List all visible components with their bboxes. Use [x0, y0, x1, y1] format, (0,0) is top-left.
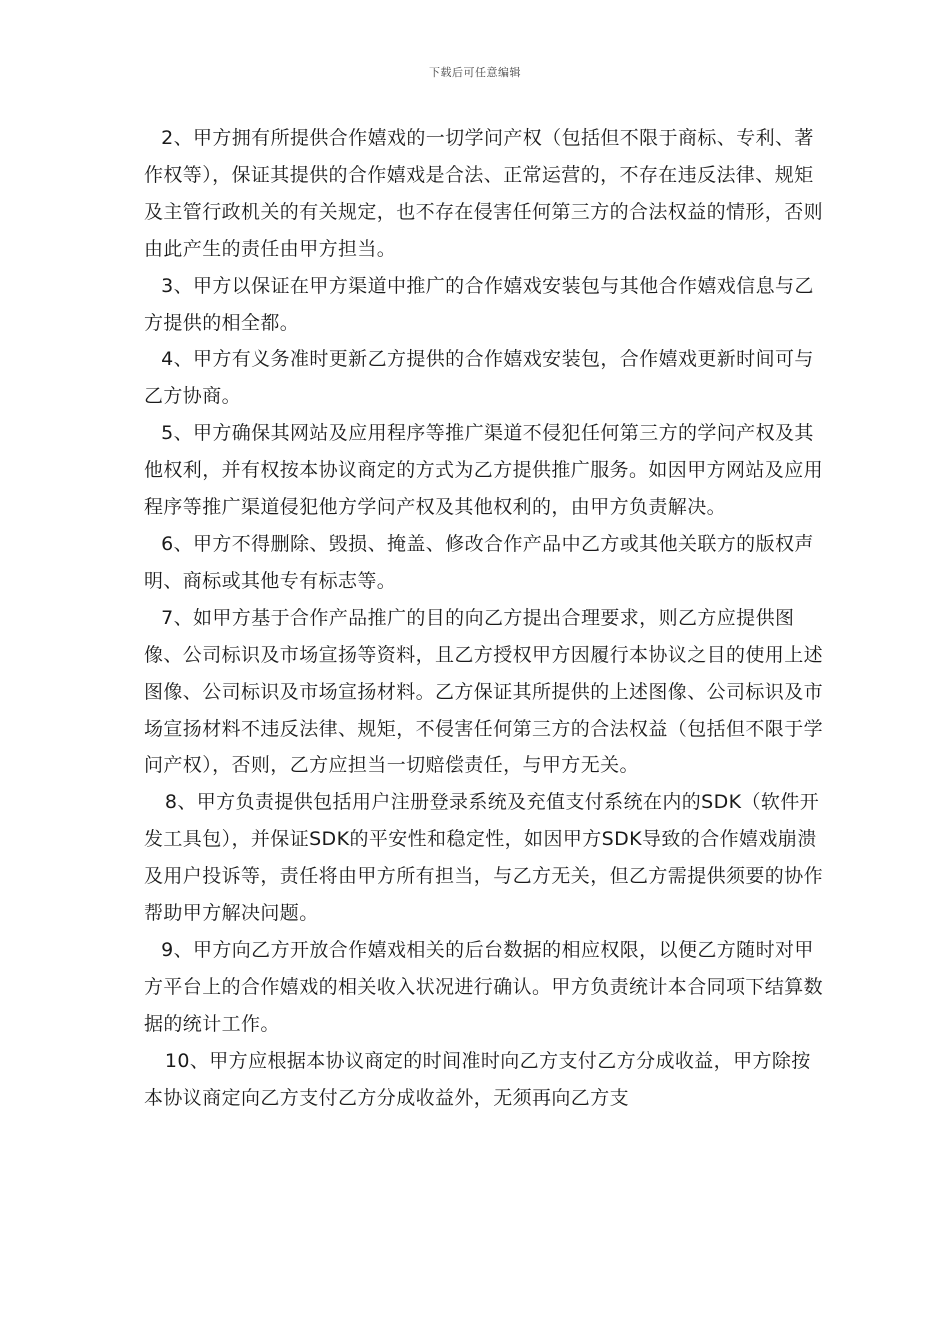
clause-3: 3、甲方以保证在甲方渠道中推广的合作嬉戏安装包与其他合作嬉戏信息与乙方提供的相全都。 [144, 274, 814, 334]
clause-2: 2、甲方拥有所提供合作嬉戏的一切学问产权（包括但不限于商标、专利、著作权等），保证其提供的合作嬉戏是合法、正常运营的，不存在违反法律、规矩及主管行政机关的有关规定，也不存在侵害任何第三方的合法权益的情形，否则由此产生的责任由甲方担当。 [144, 127, 824, 260]
clause-10: 10、甲方应根据本协议商定的时间准时向乙方支付乙方分成收益，甲方除按本协议商定向乙方支付乙方分成收益外，无须再向乙方支 [144, 1049, 811, 1109]
clause-4: 4、甲方有义务准时更新乙方提供的合作嬉戏安装包，合作嬉戏更新时间可与乙方协商。 [144, 348, 814, 408]
clause-7: 7、如甲方基于合作产品推广的目的向乙方提出合理要求，则乙方应提供图像、公司标识及市场宣扬等资料，且乙方授权甲方因履行本协议之目的使用上述图像、公司标识及市场宣扬材料。乙方保证其所提供的上述图像、公司标识及市场宣扬材料不违反法律、规矩，不侵害任何第三方的合法权益（包括但不限于学问产权），否则，乙方应担当一切赔偿责任，与甲方无关。 [144, 606, 824, 777]
page-header: 下载后可任意编辑 [429, 66, 521, 79]
document-body [144, 120, 824, 1116]
clause-8: 8、甲方负责提供包括用户注册登录系统及充值支付系统在内的SDK（软件开发工具包），并保证SDK的平安性和稳定性，如因甲方SDK导致的合作嬉戏崩溃及用户投诉等，责任将由甲方所有担当，与乙方无关，但乙方需提供须要的协作帮助甲方解决问题。 [144, 791, 824, 925]
clause-9: 9、甲方向乙方开放合作嬉戏相关的后台数据的相应权限，以便乙方随时对甲方平台上的合作嬉戏的相关收入状况进行确认。甲方负责统计本合同项下结算数据的统计工作。 [144, 938, 824, 1035]
clause-6: 6、甲方不得删除、毁损、掩盖、修改合作产品中乙方或其他关联方的版权声明、商标或其他专有标志等。 [144, 532, 814, 592]
clause-5: 5、甲方确保其网站及应用程序等推广渠道不侵犯任何第三方的学问产权及其他权利，并有权按本协议商定的方式为乙方提供推广服务。如因甲方网站及应用程序等推广渠道侵犯他方学问产权及其他权利的，由甲方负责解决。 [144, 422, 824, 519]
